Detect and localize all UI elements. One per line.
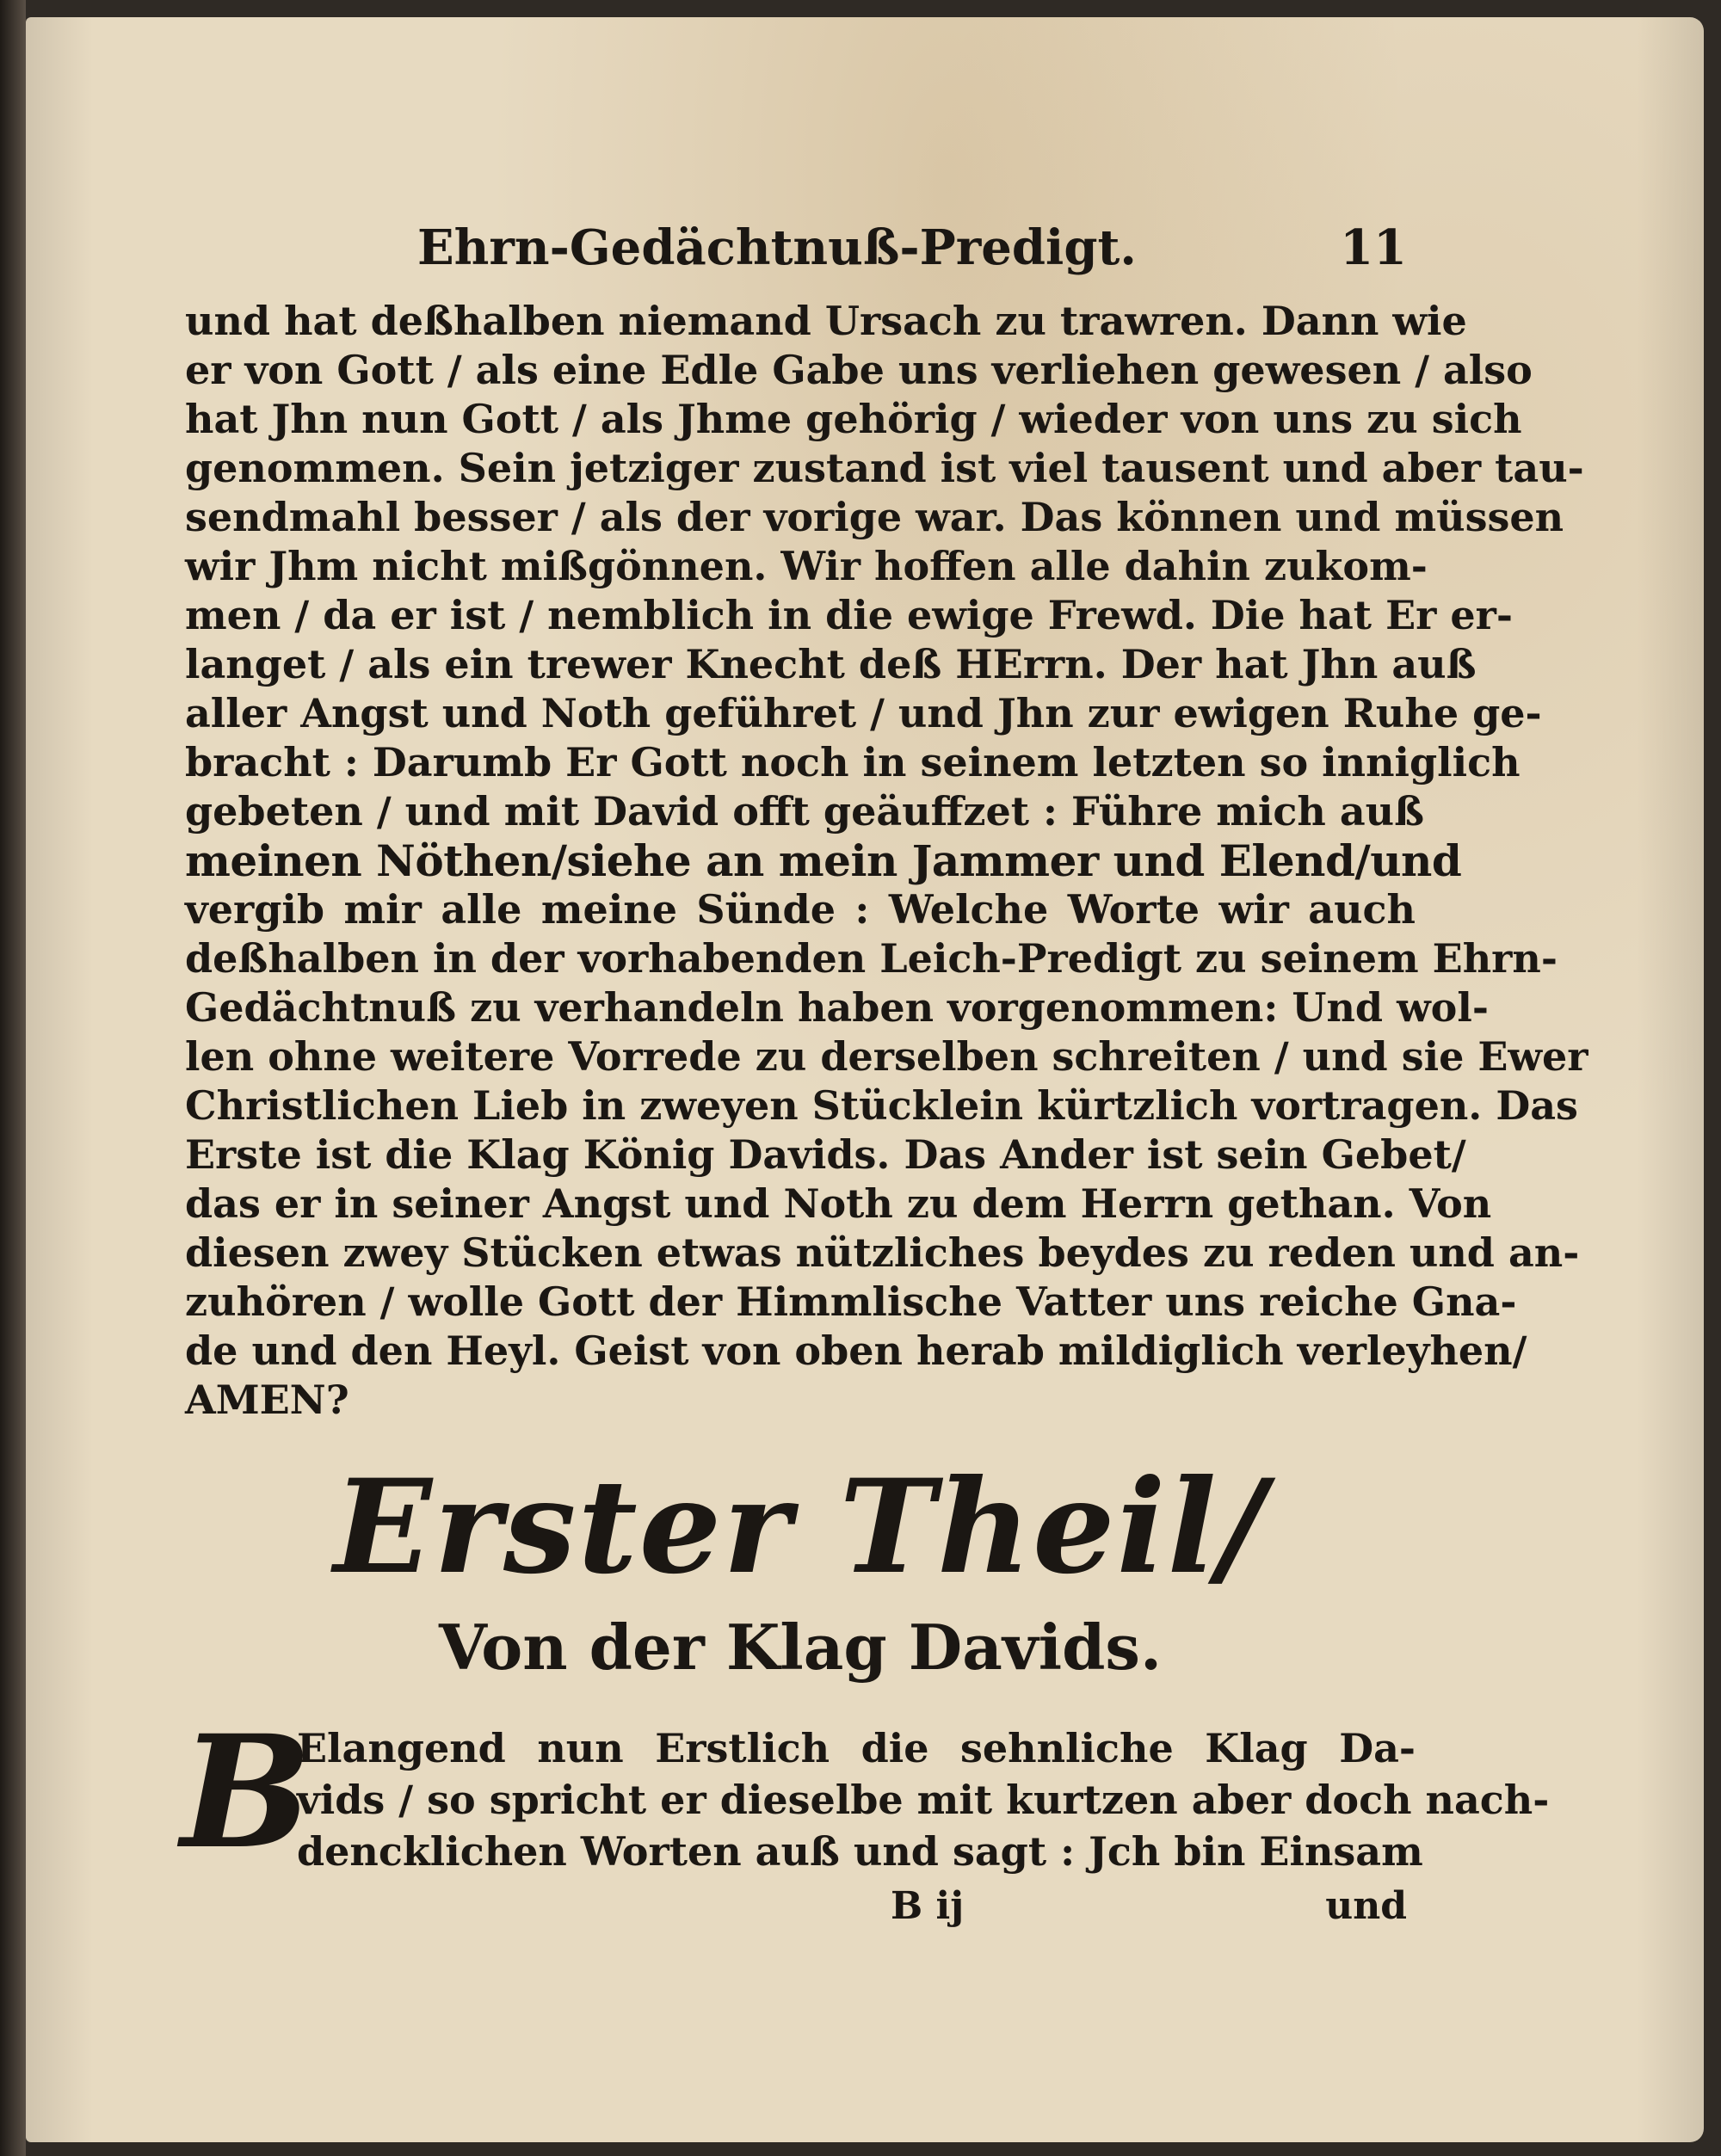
book-gutter	[0, 0, 26, 2156]
text-line-emphasis: meinen Nöthen/siehe an mein Jammer und Elend/und	[185, 835, 1462, 886]
text-line: er von Gott / als eine Edle Gabe uns verliehen gewesen / also	[185, 347, 1533, 393]
text-line: und hat deßhalben niemand Ursach zu trawren. Dann wie	[185, 298, 1467, 344]
text-line: de und den Heyl. Geist von oben herab mildiglich verleyhen/	[185, 1327, 1527, 1374]
text-line: dencklichen Worten auß und sagt : Jch bin Einsam	[297, 1828, 1423, 1875]
page-footer	[185, 1881, 1416, 1941]
text-line: zuhören / wolle Gott der Himmlische Vatter uns reiche Gna-	[185, 1278, 1517, 1325]
paragraph-intro	[185, 297, 1588, 1425]
text-line: diesen zwey Stücken etwas nützliches beydes zu reden und an-	[185, 1229, 1580, 1276]
text-line: sendmahl besser / als der vorige war. Das können und müssen	[185, 494, 1564, 540]
page-number: 11	[1340, 219, 1407, 276]
text-line: Gedächtnuß zu verhandeln haben vorgenommen: Und wol-	[185, 984, 1489, 1031]
paragraph-section	[181, 1702, 1550, 1883]
text-line: wir Jhm nicht mißgönnen. Wir hoffen alle dahin zukom-	[185, 543, 1428, 589]
text-line: bracht : Darumb Er Gott noch in seinem letzten so inniglich	[185, 739, 1521, 785]
section-subtitle: Von der Klag Davids.	[438, 1611, 1163, 1684]
text-line: vids / so spricht er dieselbe mit kurtzen aber doch nach-	[297, 1777, 1550, 1823]
text-line: hat Jhn nun Gott / als Jhme gehörig / wieder von uns zu sich	[185, 396, 1522, 442]
text-block	[181, 219, 1588, 1941]
text-line: deßhalben in der vorhabenden Leich-Predigt zu seinem Ehrn-	[185, 935, 1558, 982]
paragraph-section-lines	[185, 1722, 1550, 1877]
text-line: Elangend nun Erstlich die sehnliche Klag Da-	[297, 1725, 1416, 1771]
signature-mark: B ij	[891, 1884, 965, 1928]
text-line: Christlichen Lieb in zweyen Stücklein kürtzlich vortragen. Das	[185, 1082, 1578, 1129]
text-line: men / da er ist / nemblich in die ewige Frewd. Die hat Er er-	[185, 592, 1513, 638]
text-line: AMEN?	[185, 1377, 349, 1423]
drop-cap: B	[181, 1702, 312, 1883]
text-line: vergib mir alle meine Sünde : Welche Worte wir auch	[185, 886, 1416, 933]
text-line: das er in seiner Angst und Noth zu dem Herrn gethan. Von	[185, 1180, 1492, 1227]
section-title: Erster Theil/	[333, 1451, 1268, 1603]
catchword: und	[1325, 1884, 1407, 1928]
text-line: gebeten / und mit David offt geäuffzet : Führe mich auß	[185, 788, 1425, 835]
running-title: Ehrn-Gedächtnuß-Predigt.	[417, 219, 1137, 276]
text-line: Erste ist die Klag König Davids. Das Ander ist sein Gebet/	[185, 1131, 1466, 1178]
text-line: len ohne weitere Vorrede zu derselben schreiten / und sie Ewer	[185, 1033, 1588, 1080]
book-page	[26, 17, 1704, 2142]
text-line: langet / als ein trewer Knecht deß HErrn. Der hat Jhn auß	[185, 641, 1477, 687]
text-line: aller Angst und Noth geführet / und Jhn zur ewigen Ruhe ge-	[185, 690, 1542, 736]
running-head	[185, 219, 1416, 288]
text-line: genommen. Sein jetziger zustand ist viel tausent und aber tau-	[185, 445, 1584, 491]
